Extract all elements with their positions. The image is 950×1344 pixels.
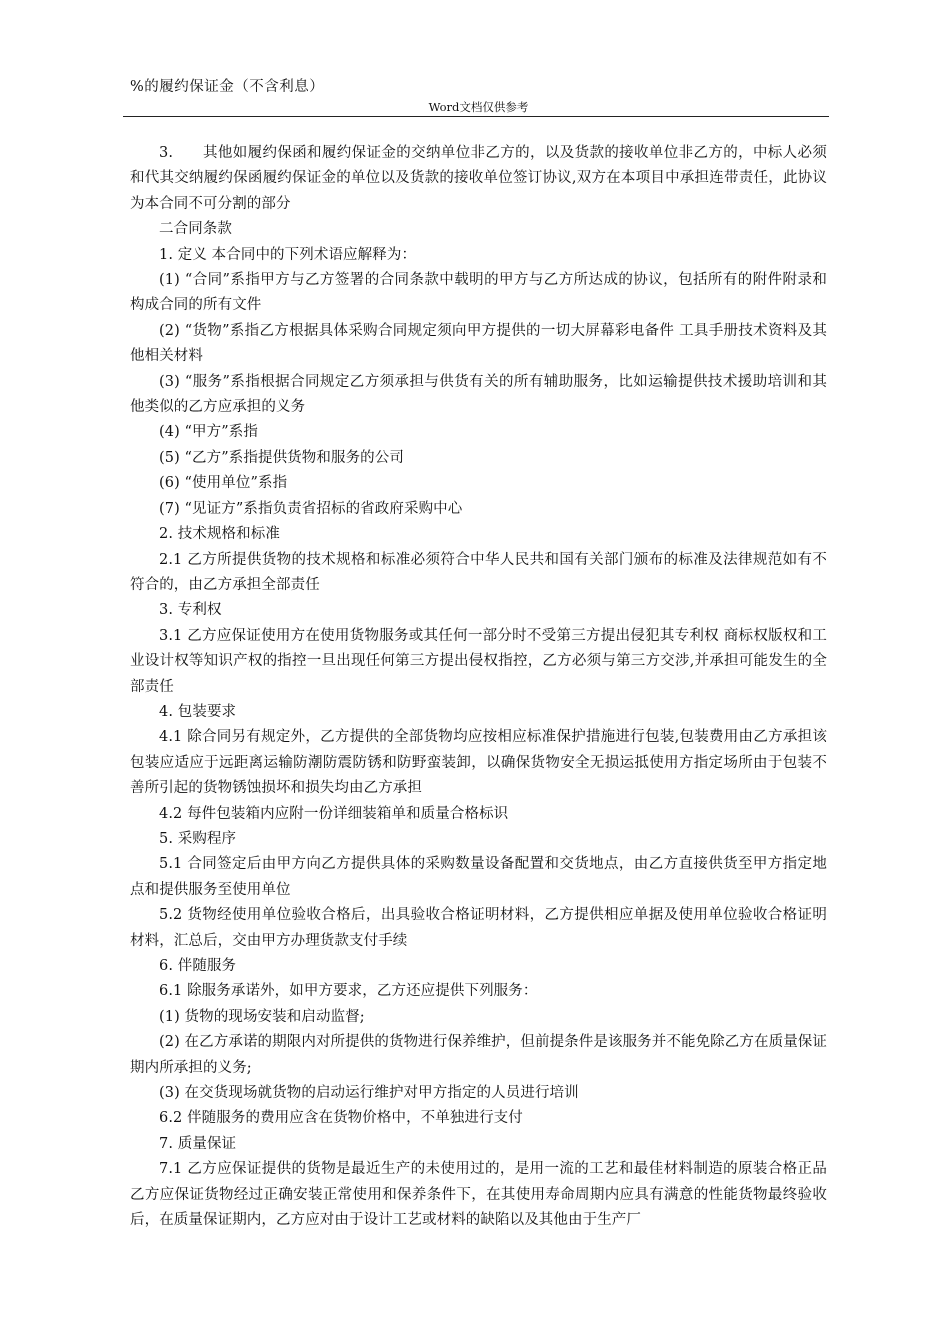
paragraph: 3. 其他如履约保函和履约保证金的交纳单位非乙方的，以及货款的接收单位非乙方的，中标人必须和代其交纳履约保函履约保证金的单位以及货款的接收单位签订协议,双方在本项目中承担连带责任，此协议为本合同不可分割的部分	[130, 145, 827, 212]
clause-text: 4.2 每件包装箱内应附一份详细装箱单和质量合格标识	[159, 805, 509, 822]
clause-text: 6.2 伴随服务的费用应含在货物价格中，不单独进行支付	[159, 1110, 523, 1127]
clause-heading: 3. 专利权	[159, 602, 222, 619]
definition-item: (1) “合同”系指甲方与乙方签署的合同条款中载明的甲方与乙方所达成的协议，包括所有的附件附录和构成合同的所有文件	[130, 272, 827, 314]
service-item: (1) 货物的现场安装和启动监督;	[159, 1008, 365, 1025]
clause-text: 7.1 乙方应保证提供的货物是最近生产的未使用过的，是用一流的工艺和最佳材料制造的原装合格正品乙方应保证货物经过正确安装正常使用和保养条件下，在其使用寿命周期内应具有满意的性能货物最终验收后，在质量保证期内，乙方应对由于设计工艺或材料的缺陷以及其他由于生产厂	[130, 1161, 827, 1229]
clause-heading: 2. 技术规格和标准	[159, 526, 280, 543]
service-item: (3) 在交货现场就货物的启动运行维护对甲方指定的人员进行培训	[159, 1085, 579, 1102]
page-header-note: Word文档仅供参考	[428, 100, 529, 114]
clause-heading: 1. 定义 本合同中的下列术语应解释为：	[159, 246, 417, 263]
clause-heading: 5. 采购程序	[159, 830, 237, 847]
clause-heading: 4. 包装要求	[159, 703, 237, 720]
clause-text: 5.2 货物经使用单位验收合格后，出具验收合格证明材料，乙方提供相应单据及使用单位验收合格证明材料，汇总后，交由甲方办理货款支付手续	[130, 907, 827, 949]
service-item: (2) 在乙方承诺的期限内对所提供的货物进行保养维护，但前提条件是该服务并不能免除乙方在质量保证期内所承担的义务;	[130, 1034, 827, 1076]
clause-text: 6.1 除服务承诺外，如甲方要求，乙方还应提供下列服务：	[159, 983, 538, 1000]
clause-text: 2.1 乙方所提供货物的技术规格和标准必须符合中华人民共和国有关部门颁布的标准及法律规范如有不符合的，由乙方承担全部责任	[130, 551, 827, 593]
definition-item: (7) “见证方”系指负责省招标的省政府采购中心	[159, 500, 463, 517]
definition-item: (2) “货物”系指乙方根据具体采购合同规定须向甲方提供的一切大屏幕彩电备件 工具手册技术资料及其他相关材料	[130, 322, 827, 365]
clause-text: 3.1 乙方应保证使用方在使用货物服务或其任何一部分时不受第三方提出侵犯其专利权 商标权版权和工业设计权等知识产权的指控一旦出现任何第三方提出侵权指控，乙方必须与第三方交涉,并承担可能发生的全部责任	[130, 627, 827, 695]
clause-text: 4.1 除合同另有规定外，乙方提供的全部货物均应按相应标准保护措施进行包装,包装费用由乙方承担该包装应适应于远距离运输防潮防震防锈和防野蛮装卸，以确保货物安全无损运抵使用方指定场所由于包装不善所引起的货物锈蚀损坏和损失均由乙方承担	[130, 729, 827, 797]
section-heading: 二合同条款	[159, 221, 232, 238]
clause-heading: 6. 伴随服务	[159, 958, 237, 974]
definition-item: (3) “服务”系指根据合同规定乙方须承担与供货有关的所有辅助服务，比如运输提供技术援助培训和其他类似的乙方应承担的义务	[130, 373, 827, 416]
definition-item: (6) “使用单位”系指	[159, 475, 288, 492]
clause-text: 5.1 合同签定后由甲方向乙方提供具体的采购数量设备配置和交货地点，由乙方直接供货至甲方指定地点和提供服务至使用单位	[130, 856, 827, 898]
header-divider	[123, 116, 829, 117]
definition-item: (5) “乙方”系指提供货物和服务的公司	[159, 449, 404, 466]
clause-heading: 7. 质量保证	[159, 1135, 237, 1152]
document-body	[130, 141, 827, 1233]
top-fragment-text: %的履约保证金（不含利息）	[130, 79, 325, 95]
definition-item: (4) “甲方”系指	[159, 424, 258, 441]
